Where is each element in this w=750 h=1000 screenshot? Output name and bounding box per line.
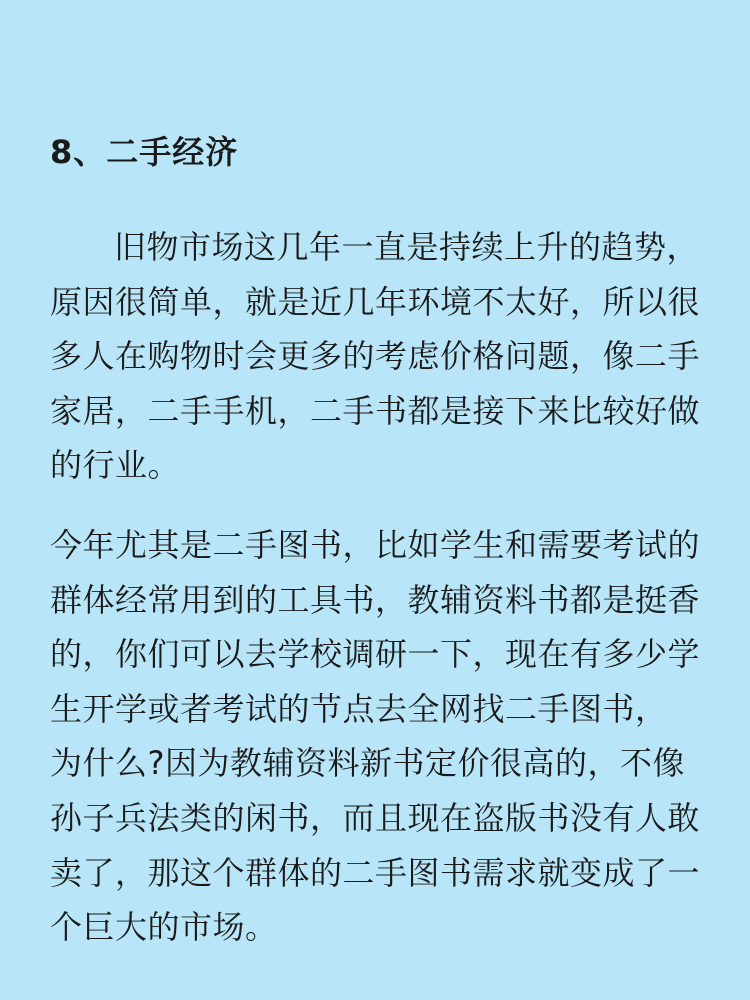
paragraph-intro: 旧物市场这几年一直是持续上升的趋势，原因很简单，就是近几年环境不太好，所以很多人在购物时会更多的考虑价格问题，像二手家居，二手手机，二手书都是接下来比较好做的行业。 — [50, 228, 701, 485]
paragraph-books: 今年尤其是二手图书，比如学生和需要考试的群体经常用到的工具书，教辅资料书都是挺香的，你们可以去学校调研一下，现在有多少学生开学或者考试的节点去全网找二手图书， — [50, 526, 701, 728]
paragraph-why: 为什么?因为教辅资料新书定价很高的，不像孙子兵法类的闲书，而且现在盗版书没有人敢卖了，那这个群体的二手图书需求就变成了一个巨大的市场。 — [50, 744, 701, 947]
section-heading: 8、二手经济 — [50, 133, 239, 171]
paragraph-group — [50, 518, 706, 955]
